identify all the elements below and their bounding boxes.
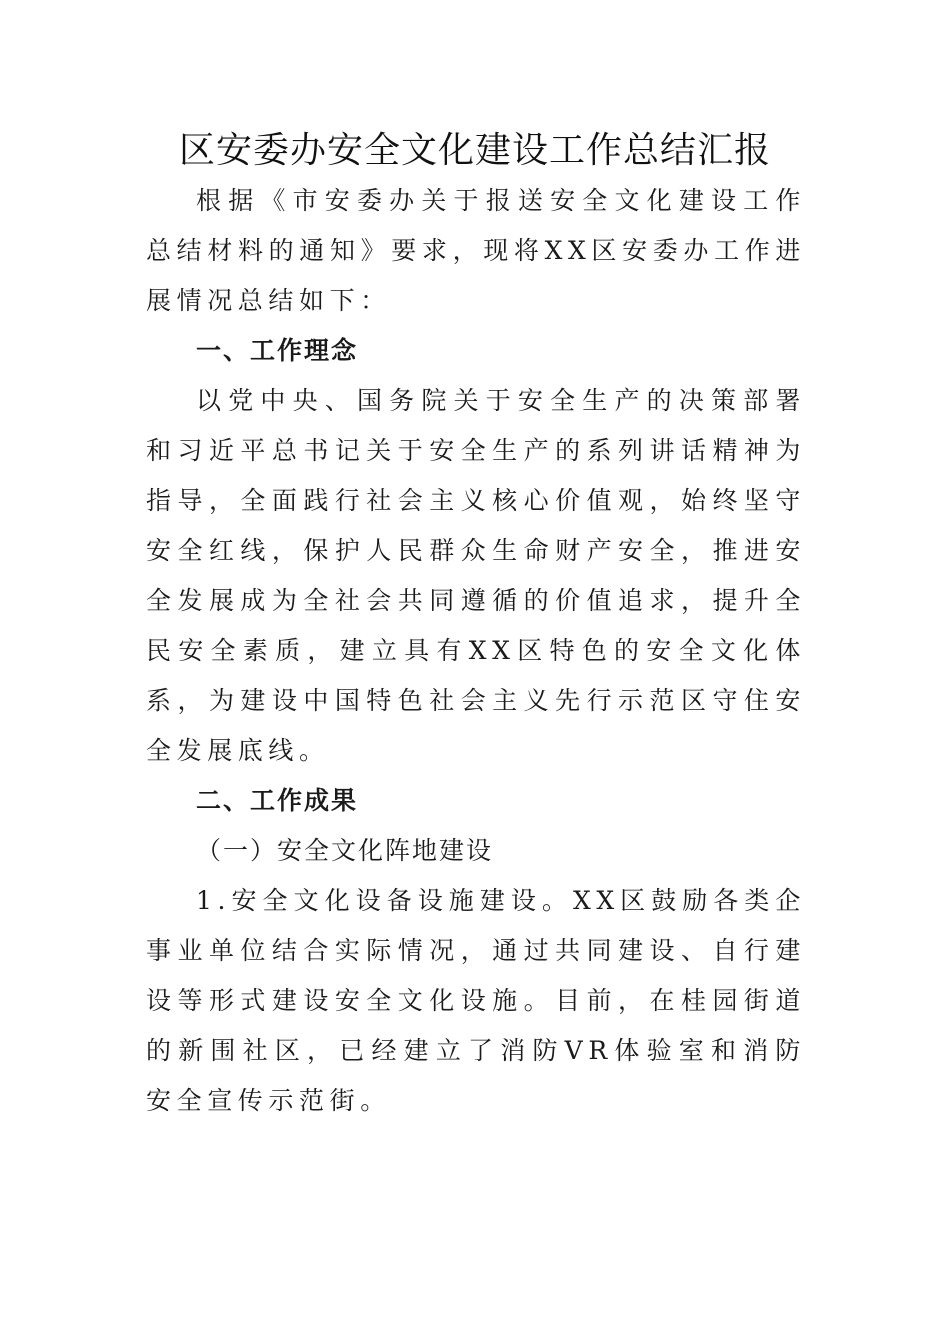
intro-paragraph: 根据《市安委办关于报送安全文化建设工作总结材料的通知》要求，现将XX区安委办工作进展情况总结如下： bbox=[146, 186, 806, 315]
section-heading-work-results: 二、工作成果 bbox=[196, 786, 359, 815]
subsection-heading-safety-culture-base: （一）安全文化阵地建设 bbox=[196, 836, 494, 865]
safety-facilities-paragraph: 1.安全文化设备设施建设。XX区鼓励各类企事业单位结合实际情况，通过共同建设、自行建设等形式建设安全文化设施。目前，在桂园街道的新围社区，已经建立了消防VR体验室和消防安全宣传示范街。 bbox=[146, 886, 806, 1115]
document-body bbox=[146, 176, 806, 1126]
document-title: 区安委办安全文化建设工作总结汇报 bbox=[178, 130, 771, 171]
work-philosophy-paragraph: 以党中央、国务院关于安全生产的决策部署和习近平总书记关于安全生产的系列讲话精神为指导，全面践行社会主义核心价值观，始终坚守安全红线，保护人民群众生命财产安全，推进安全发展成为全社会共同遵循的价值追求，提升全民安全素质，建立具有XX区特色的安全文化体系，为建设中国特色社会主义先行示范区守住安全发展底线。 bbox=[146, 386, 806, 765]
section-heading-work-philosophy: 一、工作理念 bbox=[196, 336, 359, 365]
